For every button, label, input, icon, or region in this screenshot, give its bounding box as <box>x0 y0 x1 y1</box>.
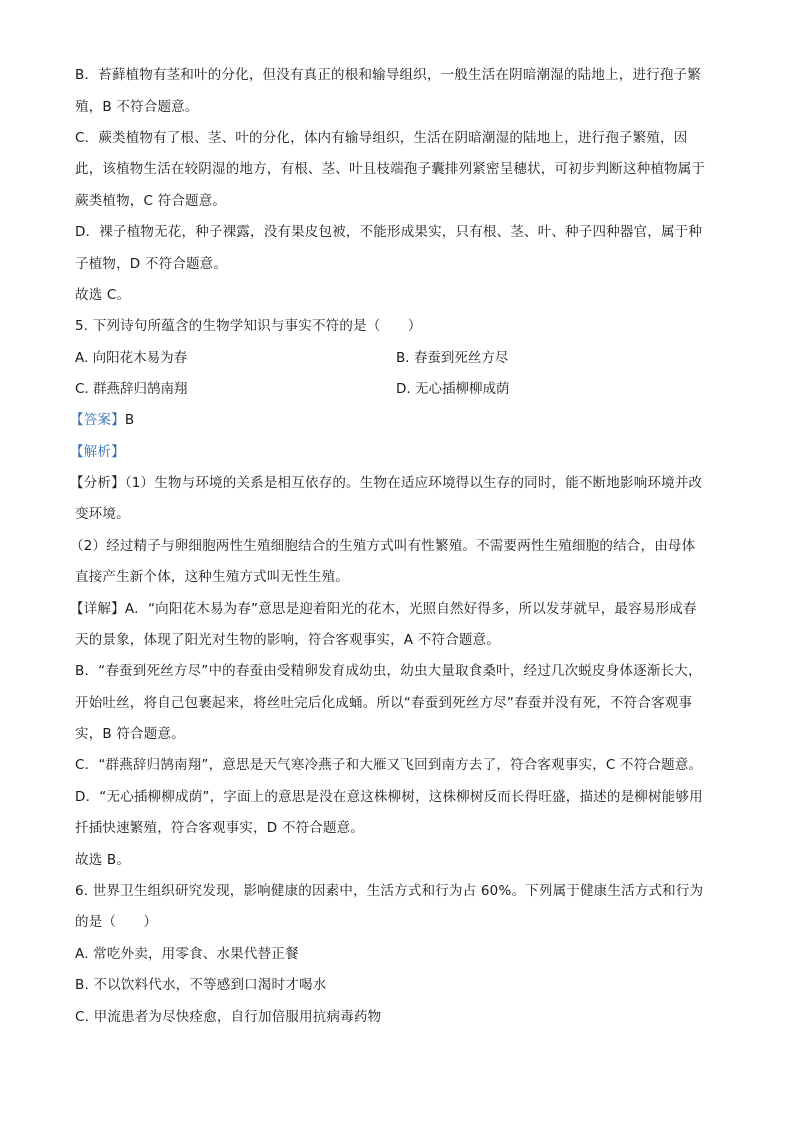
analysis-label: 【解析】 <box>70 444 125 460</box>
text-line: 开始吐丝，将自己包裹起来，将丝吐完后化成蛹。所以“春蚕到死丝方尽”春蚕并没有死，不符合客观事 <box>75 695 693 711</box>
analysis-heading <box>70 443 730 461</box>
text-line: C．蕨类植物有了根、茎、叶的分化，体内有输导组织，生活在阴暗潮湿的陆地上，进行孢子繁殖，因 <box>75 130 688 146</box>
text-line: 天的景象，体现了阳光对生物的影响，符合客观事实，A 不符合题意。 <box>75 632 500 648</box>
question-6-stem: 6. 世界卫生组织研究发现，影响健康的因素中，生活方式和行为占 60%。下列属于健康生活方式和行为 <box>75 883 704 899</box>
text-line: 实，B 符合题意。 <box>75 726 185 742</box>
text-line: 殖，B 不符合题意。 <box>75 99 199 115</box>
question-5-stem: 5. 下列诗句所蕴含的生物学知识与事实不符的是（ ） <box>75 318 422 334</box>
text-line: D．裸子植物无花，种子裸露，没有果皮包被，不能形成果实，只有根、茎、叶、种子四种器官，属于种 <box>75 224 703 240</box>
answer-line <box>70 411 730 429</box>
question-6-stem-cont: 的是（ ） <box>75 914 158 930</box>
question-5-option-d: D. 无心插柳柳成荫 <box>396 381 510 397</box>
question-5-option-b: B. 春蚕到死丝方尽 <box>396 350 509 366</box>
xiangjie-text: A．“向阳花木易为春”意思是迎着阳光的花木，光照自然好得多，所以发芽就早，最容易形成春 <box>124 601 697 617</box>
text-line: 变环境。 <box>75 506 130 522</box>
text-line: D．“无心插柳柳成荫”，字面上的意思是没在意这株柳树，这株柳树反而长得旺盛，描述的是柳树能够用 <box>75 789 703 805</box>
question-5-option-a: A. 向阳花木易为春 <box>75 350 188 366</box>
question-5-option-c: C. 群燕辞归鹄南翔 <box>75 381 188 397</box>
text-line: 故选 B。 <box>75 852 131 868</box>
question-6-option-b: B. 不以饮料代水，不等感到口渴时才喝水 <box>75 977 327 993</box>
question-6-option-c: C. 甲流患者为尽快痊愈，自行加倍服用抗病毒药物 <box>75 1009 382 1025</box>
text-line: C．“群燕辞归鹄南翔”，意思是天气寒冷燕子和大雁又飞回到南方去了，符合客观事实，C 不符合题意。 <box>75 757 703 773</box>
xiangjie-line <box>70 600 730 618</box>
xiangjie-label: 【详解】 <box>70 601 125 617</box>
text-line: 此，该植物生活在较阴湿的地方，有根、茎、叶且枝端孢子囊排列紧密呈穗状，可初步判断这种植物属于 <box>75 161 706 177</box>
fenxi-text: （1）生物与环境的关系是相互依存的。生物在适应环境得以生存的同时，能不断地影响环境并改 <box>124 475 703 491</box>
fenxi-label: 【分析】 <box>70 475 125 491</box>
text-line: 故选 C。 <box>75 287 131 303</box>
fenxi-line <box>70 474 730 492</box>
text-line: B．“春蚕到死丝方尽”中的春蚕由受精卵发育成幼虫，幼虫大量取食桑叶，经过几次蜕皮身体逐渐长大， <box>75 663 702 679</box>
text-line: B．苔藓植物有茎和叶的分化，但没有真正的根和输导组织，一般生活在阴暗潮湿的陆地上，进行孢子繁 <box>75 67 701 83</box>
answer-value: B <box>124 412 135 428</box>
text-line: （2）经过精子与卵细胞两性生殖细胞结合的生殖方式叫有性繁殖。不需要两性生殖细胞的结合，由母体 <box>70 538 696 554</box>
text-line: 蕨类植物，C 符合题意。 <box>75 193 227 209</box>
text-line: 直接产生新个体，这种生殖方式叫无性生殖。 <box>75 569 349 585</box>
text-line: 子植物，D 不符合题意。 <box>75 256 228 272</box>
question-6-option-a: A. 常吃外卖，用零食、水果代替正餐 <box>75 946 299 962</box>
answer-label: 【答案】 <box>70 412 125 428</box>
text-line: 扦插快速繁殖，符合客观事实，D 不符合题意。 <box>75 820 365 836</box>
